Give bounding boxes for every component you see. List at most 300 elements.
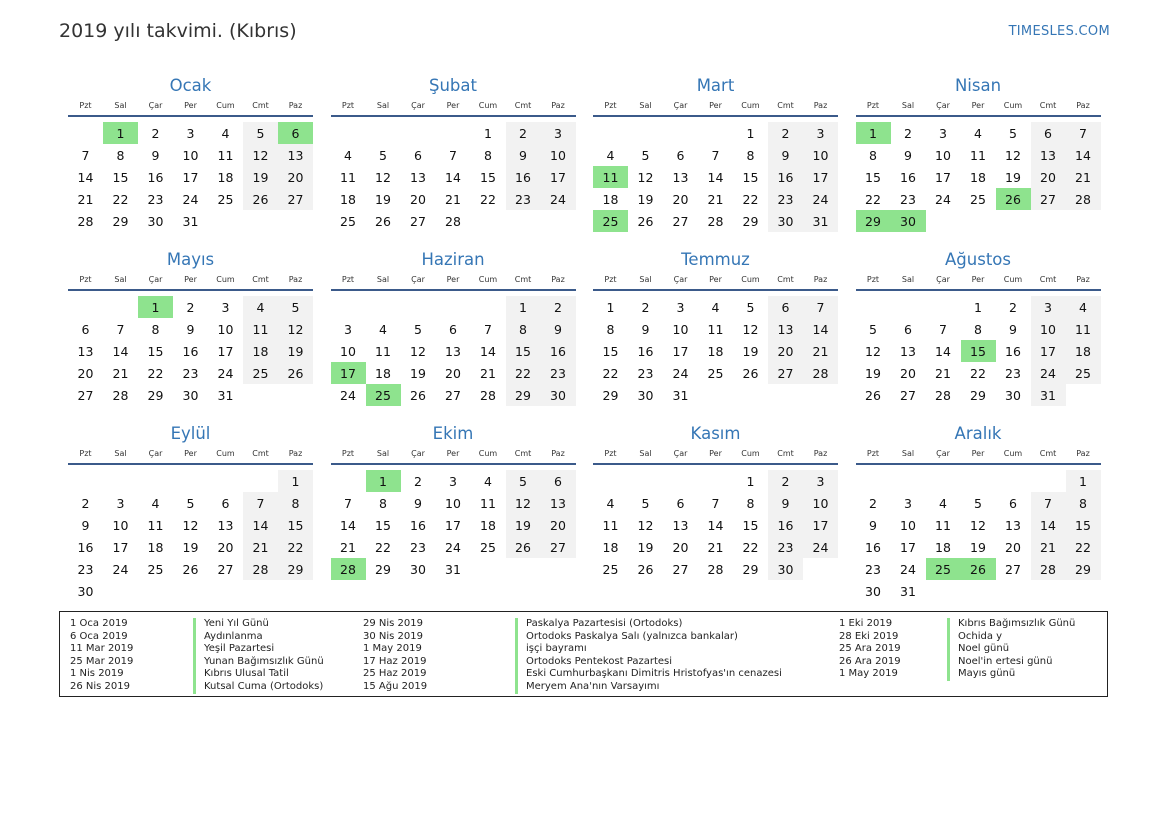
day-cell: 7 (1066, 122, 1101, 144)
weekday-label: Per (709, 101, 722, 110)
day-cell: 28 (112, 387, 129, 403)
day-cell: 28 (445, 213, 461, 229)
weekday-label: Cum (478, 449, 498, 458)
day-cell: 6 (676, 147, 685, 163)
day-cell: 29 (602, 387, 619, 403)
day-cell: 8 (974, 321, 982, 337)
day-cell: 11 (480, 495, 496, 511)
day-cell: 9 (904, 147, 912, 163)
day-cell: 19 (506, 514, 541, 536)
day-cell: 31 (182, 213, 199, 229)
day-cell: 22 (506, 362, 541, 384)
empty-cell (103, 296, 138, 318)
day-cell: 11 (970, 147, 986, 163)
day-cell: 6 (676, 495, 685, 511)
day-cell: 2 (414, 473, 422, 489)
day-cell: 25 (243, 362, 278, 384)
empty-cell (331, 122, 366, 144)
day-cell: 7 (711, 495, 720, 511)
day-cell: 6 (541, 470, 576, 492)
day-cell: 23 (900, 191, 916, 207)
day-cell: 18 (243, 340, 278, 362)
day-cell: 11 (935, 517, 951, 533)
day-cell: 26 (865, 387, 881, 403)
holiday-date: 26 Nis 2019 (70, 680, 130, 692)
day-cell: 13 (768, 318, 803, 340)
holiday-name: Aydınlanma (193, 631, 324, 644)
holiday-name: Paskalya Pazartesisi (Ortodoks) (515, 618, 782, 631)
day-cell: 14 (1031, 514, 1066, 536)
day-cell: 14 (803, 318, 838, 340)
day-cell: 3 (449, 473, 457, 489)
day-cell: 18 (217, 169, 234, 185)
holiday-name: Kıbrıs Ulusal Tatil (193, 668, 324, 681)
day-cell: 31 (1031, 384, 1066, 406)
day-cell: 21 (707, 191, 724, 207)
day-cell: 29 (506, 384, 541, 406)
day-cell: 8 (506, 318, 541, 340)
weekday-label: Sal (376, 449, 390, 458)
month-title: Şubat (429, 76, 477, 95)
day-cell: 12 (637, 517, 654, 533)
day-cell: 22 (742, 539, 759, 555)
holiday-name: Noel'in ertesi günü (947, 656, 1075, 669)
holiday-day-cell: 15 (961, 340, 996, 362)
empty-cell (1031, 470, 1066, 492)
day-cell: 16 (900, 169, 916, 185)
day-cell: 22 (865, 191, 881, 207)
holiday-date: 30 Nis 2019 (363, 630, 423, 642)
day-cell: 21 (243, 536, 278, 558)
day-cell: 26 (637, 213, 654, 229)
day-cell: 20 (672, 191, 689, 207)
weekday-label: Paz (1076, 449, 1090, 458)
day-cell: 24 (445, 539, 461, 555)
empty-cell (856, 296, 891, 318)
day-cell: 5 (746, 299, 755, 315)
weekday-label: Sal (114, 449, 127, 458)
day-cell: 9 (414, 495, 422, 511)
day-cell: 19 (375, 191, 391, 207)
day-cell: 21 (480, 365, 496, 381)
day-cell: 8 (484, 147, 492, 163)
day-cell: 12 (243, 144, 278, 166)
empty-cell (961, 470, 996, 492)
day-cell: 4 (974, 125, 982, 141)
day-cell: 22 (147, 365, 164, 381)
day-cell: 30 (77, 583, 94, 599)
day-cell: 7 (344, 495, 352, 511)
empty-cell (436, 296, 471, 318)
day-cell: 9 (186, 321, 195, 337)
day-cell: 20 (278, 166, 313, 188)
day-cell: 5 (974, 495, 982, 511)
holiday-date: 28 Eki 2019 (839, 630, 899, 642)
weekday-label: Cmt (514, 101, 532, 110)
day-cell: 6 (904, 321, 912, 337)
weekday-label: Pzt (79, 101, 92, 110)
empty-cell (68, 470, 103, 492)
day-cell: 20 (445, 365, 461, 381)
holiday-dates-column (363, 618, 427, 694)
empty-cell (68, 122, 103, 144)
day-cell: 3 (221, 299, 230, 315)
day-cell: 17 (182, 169, 199, 185)
weekday-label: Pzt (341, 449, 355, 458)
day-cell: 4 (221, 125, 230, 141)
day-cell: 8 (746, 147, 755, 163)
holiday-day-cell: 29 (856, 210, 891, 232)
day-cell: 5 (379, 147, 387, 163)
day-cell: 9 (541, 318, 576, 340)
day-cell: 13 (672, 169, 689, 185)
site-link[interactable]: TIMESLES.COM (1008, 24, 1110, 39)
day-cell: 3 (676, 299, 685, 315)
day-cell: 11 (340, 169, 356, 185)
day-cell: 24 (112, 561, 129, 577)
empty-cell (891, 296, 926, 318)
day-cell: 10 (217, 321, 234, 337)
day-cell: 30 (1005, 387, 1021, 403)
empty-cell (436, 122, 471, 144)
day-cell: 21 (1031, 536, 1066, 558)
day-grid (856, 122, 1101, 232)
weekday-label: Cmt (1039, 275, 1057, 284)
day-cell: 19 (243, 166, 278, 188)
day-cell: 23 (768, 188, 803, 210)
day-cell: 16 (865, 539, 881, 555)
weekday-label: Çar (673, 101, 688, 110)
day-cell: 12 (278, 318, 313, 340)
day-grid (593, 470, 838, 580)
day-grid (68, 470, 313, 602)
day-cell: 22 (112, 191, 129, 207)
weekday-divider (331, 463, 576, 465)
day-cell: 16 (147, 169, 164, 185)
day-cell: 24 (900, 561, 916, 577)
day-cell: 1 (974, 299, 982, 315)
day-cell: 3 (1031, 296, 1066, 318)
month-10 (593, 420, 838, 592)
holiday-names-column (515, 618, 782, 694)
day-cell: 17 (803, 166, 838, 188)
day-cell: 11 (1066, 318, 1101, 340)
weekday-label: Per (184, 275, 197, 284)
day-cell: 16 (410, 517, 426, 533)
month-6 (593, 246, 838, 418)
day-cell: 16 (768, 514, 803, 536)
day-cell: 23 (77, 561, 94, 577)
holiday-date: 25 Ara 2019 (839, 643, 901, 655)
weekday-label: Sal (639, 101, 652, 110)
day-cell: 23 (506, 188, 541, 210)
weekday-label: Çar (936, 275, 950, 284)
day-cell: 17 (112, 539, 129, 555)
empty-cell (891, 470, 926, 492)
day-cell: 27 (445, 387, 461, 403)
weekday-label: Çar (148, 275, 163, 284)
weekday-label: Paz (551, 275, 565, 284)
day-cell: 7 (484, 321, 492, 337)
day-cell: 3 (344, 321, 352, 337)
holiday-name: Yeşil Pazartesi (193, 643, 324, 656)
holiday-day-cell: 26 (996, 188, 1031, 210)
day-cell: 12 (970, 517, 986, 533)
empty-cell (663, 122, 698, 144)
day-cell: 19 (742, 343, 759, 359)
day-cell: 5 (414, 321, 422, 337)
day-cell: 19 (278, 340, 313, 362)
holiday-day-cell: 28 (331, 558, 366, 580)
day-cell: 1 (1066, 470, 1101, 492)
day-cell: 23 (541, 362, 576, 384)
day-cell: 13 (77, 343, 94, 359)
weekday-label: Cum (216, 449, 235, 458)
empty-cell (173, 470, 208, 492)
day-cell: 18 (602, 191, 619, 207)
day-cell: 23 (182, 365, 199, 381)
day-cell: 5 (243, 122, 278, 144)
day-cell: 30 (147, 213, 164, 229)
day-cell: 9 (151, 147, 160, 163)
day-cell: 27 (541, 536, 576, 558)
day-cell: 2 (541, 296, 576, 318)
day-cell: 21 (803, 340, 838, 362)
day-cell: 14 (480, 343, 496, 359)
day-cell: 15 (742, 169, 759, 185)
empty-cell (471, 296, 506, 318)
day-cell: 19 (637, 191, 654, 207)
holiday-day-cell: 25 (593, 210, 628, 232)
weekday-divider (856, 115, 1101, 117)
day-cell: 20 (900, 365, 916, 381)
day-cell: 10 (803, 492, 838, 514)
day-cell: 13 (672, 517, 689, 533)
day-cell: 2 (81, 495, 90, 511)
weekday-label: Sal (901, 275, 915, 284)
day-cell: 20 (1005, 539, 1021, 555)
holiday-list (59, 611, 1108, 697)
holiday-date: 1 Nis 2019 (70, 668, 124, 680)
weekday-label: Çar (673, 275, 688, 284)
weekday-label: Pzt (866, 101, 880, 110)
calendar-grid (68, 72, 1101, 599)
holiday-name: Ortodoks Pentekost Pazartesi (515, 656, 782, 669)
holiday-date: 17 Haz 2019 (363, 655, 427, 667)
day-cell: 16 (506, 166, 541, 188)
day-cell: 18 (480, 517, 496, 533)
weekday-divider (68, 289, 313, 291)
day-cell: 24 (217, 365, 234, 381)
day-cell: 16 (1005, 343, 1021, 359)
day-grid (593, 296, 838, 406)
weekday-label: Pzt (604, 101, 617, 110)
empty-cell (331, 296, 366, 318)
day-cell: 18 (707, 343, 724, 359)
weekday-label: Per (184, 101, 197, 110)
day-cell: 24 (803, 536, 838, 558)
day-cell: 26 (182, 561, 199, 577)
weekday-label: Per (709, 449, 722, 458)
day-cell: 10 (112, 517, 129, 533)
weekday-label: Çar (411, 275, 425, 284)
day-cell: 2 (869, 495, 877, 511)
weekday-label: Cmt (252, 101, 269, 110)
weekday-label: Çar (936, 101, 950, 110)
day-cell: 19 (410, 365, 426, 381)
day-cell: 7 (243, 492, 278, 514)
weekday-label: Per (446, 449, 460, 458)
weekday-label: Paz (551, 101, 565, 110)
day-cell: 18 (1066, 340, 1101, 362)
empty-cell (663, 470, 698, 492)
month-2 (593, 72, 838, 244)
month-title: Aralık (954, 424, 1002, 443)
day-cell: 15 (278, 514, 313, 536)
day-cell: 22 (480, 191, 496, 207)
day-cell: 29 (742, 213, 759, 229)
day-grid (593, 122, 838, 232)
day-cell: 25 (480, 539, 496, 555)
weekday-label: Paz (813, 275, 828, 284)
day-cell: 27 (1005, 561, 1021, 577)
holiday-date: 1 May 2019 (839, 668, 898, 680)
day-cell: 22 (602, 365, 619, 381)
day-cell: 10 (672, 321, 689, 337)
weekday-label: Pzt (604, 275, 617, 284)
weekday-label: Paz (813, 449, 828, 458)
day-cell: 3 (939, 125, 947, 141)
holiday-name: Kutsal Cuma (Ortodoks) (193, 681, 324, 694)
day-cell: 27 (768, 362, 803, 384)
day-cell: 11 (217, 147, 234, 163)
holiday-date: 25 Mar 2019 (70, 655, 134, 667)
month-title: Mayıs (166, 250, 215, 269)
holiday-name: Yeni Yıl Günü (193, 618, 324, 631)
day-cell: 22 (742, 191, 759, 207)
day-cell: 10 (803, 144, 838, 166)
day-cell: 20 (410, 191, 426, 207)
holiday-day-cell: 25 (926, 558, 961, 580)
day-cell: 13 (217, 517, 234, 533)
day-cell: 10 (900, 517, 916, 533)
day-cell: 4 (1066, 296, 1101, 318)
day-cell: 4 (711, 299, 720, 315)
holiday-date: 25 Haz 2019 (363, 668, 427, 680)
day-cell: 21 (935, 365, 951, 381)
holiday-date: 1 May 2019 (363, 643, 422, 655)
weekday-label: Cum (478, 101, 498, 110)
day-cell: 3 (803, 470, 838, 492)
day-cell: 9 (768, 144, 803, 166)
day-cell: 8 (606, 321, 615, 337)
day-cell: 12 (637, 169, 654, 185)
day-cell: 30 (768, 210, 803, 232)
day-cell: 26 (243, 188, 278, 210)
day-cell: 31 (217, 387, 234, 403)
day-cell: 31 (803, 210, 838, 232)
day-cell: 18 (147, 539, 164, 555)
weekday-label: Sal (901, 101, 915, 110)
month-8 (68, 420, 313, 599)
day-cell: 28 (803, 362, 838, 384)
holiday-name: Kıbrıs Bağımsızlık Günü (947, 618, 1075, 631)
weekday-label: Sal (114, 275, 127, 284)
day-cell: 30 (865, 583, 881, 599)
day-cell: 3 (904, 495, 912, 511)
day-cell: 23 (865, 561, 881, 577)
day-cell: 12 (410, 343, 426, 359)
day-cell: 9 (641, 321, 650, 337)
day-cell: 27 (410, 213, 426, 229)
day-cell: 13 (900, 343, 916, 359)
day-cell: 29 (278, 558, 313, 580)
day-cell: 9 (506, 144, 541, 166)
weekday-label: Cmt (514, 275, 532, 284)
weekday-label: Cum (1003, 275, 1023, 284)
empty-cell (856, 470, 891, 492)
day-cell: 4 (606, 147, 615, 163)
day-cell: 10 (445, 495, 461, 511)
day-cell: 16 (77, 539, 94, 555)
day-cell: 4 (151, 495, 160, 511)
weekday-label: Cum (216, 275, 235, 284)
holiday-day-cell: 17 (331, 362, 366, 384)
weekday-label: Cmt (252, 275, 269, 284)
day-cell: 15 (602, 343, 619, 359)
weekday-label: Pzt (866, 449, 880, 458)
day-cell: 10 (1031, 318, 1066, 340)
day-cell: 5 (278, 296, 313, 318)
day-cell: 26 (742, 365, 759, 381)
day-cell: 24 (541, 188, 576, 210)
weekday-label: Sal (114, 101, 127, 110)
month-7 (856, 246, 1101, 418)
weekday-label: Çar (411, 449, 425, 458)
weekday-divider (68, 463, 313, 465)
day-cell: 21 (707, 539, 724, 555)
day-grid (68, 296, 313, 406)
day-cell: 16 (182, 343, 199, 359)
day-cell: 28 (1031, 558, 1066, 580)
day-cell: 7 (449, 147, 457, 163)
holiday-date: 1 Oca 2019 (70, 618, 128, 629)
day-cell: 18 (970, 169, 986, 185)
day-grid (331, 470, 576, 580)
day-cell: 27 (672, 561, 689, 577)
day-cell: 11 (243, 318, 278, 340)
day-cell: 8 (151, 321, 160, 337)
day-cell: 2 (186, 299, 195, 315)
weekday-divider (593, 463, 838, 465)
day-cell: 14 (243, 514, 278, 536)
day-cell: 4 (243, 296, 278, 318)
day-cell: 28 (243, 558, 278, 580)
day-cell: 14 (77, 169, 94, 185)
day-cell: 2 (641, 299, 650, 315)
weekday-label: Paz (288, 101, 303, 110)
weekday-label: Cmt (514, 449, 532, 458)
day-cell: 14 (935, 343, 951, 359)
day-cell: 27 (77, 387, 94, 403)
day-cell: 24 (803, 188, 838, 210)
day-cell: 24 (935, 191, 951, 207)
day-cell: 10 (935, 147, 951, 163)
day-cell: 24 (340, 387, 356, 403)
day-cell: 2 (904, 125, 912, 141)
day-cell: 4 (606, 495, 615, 511)
day-cell: 13 (1005, 517, 1021, 533)
